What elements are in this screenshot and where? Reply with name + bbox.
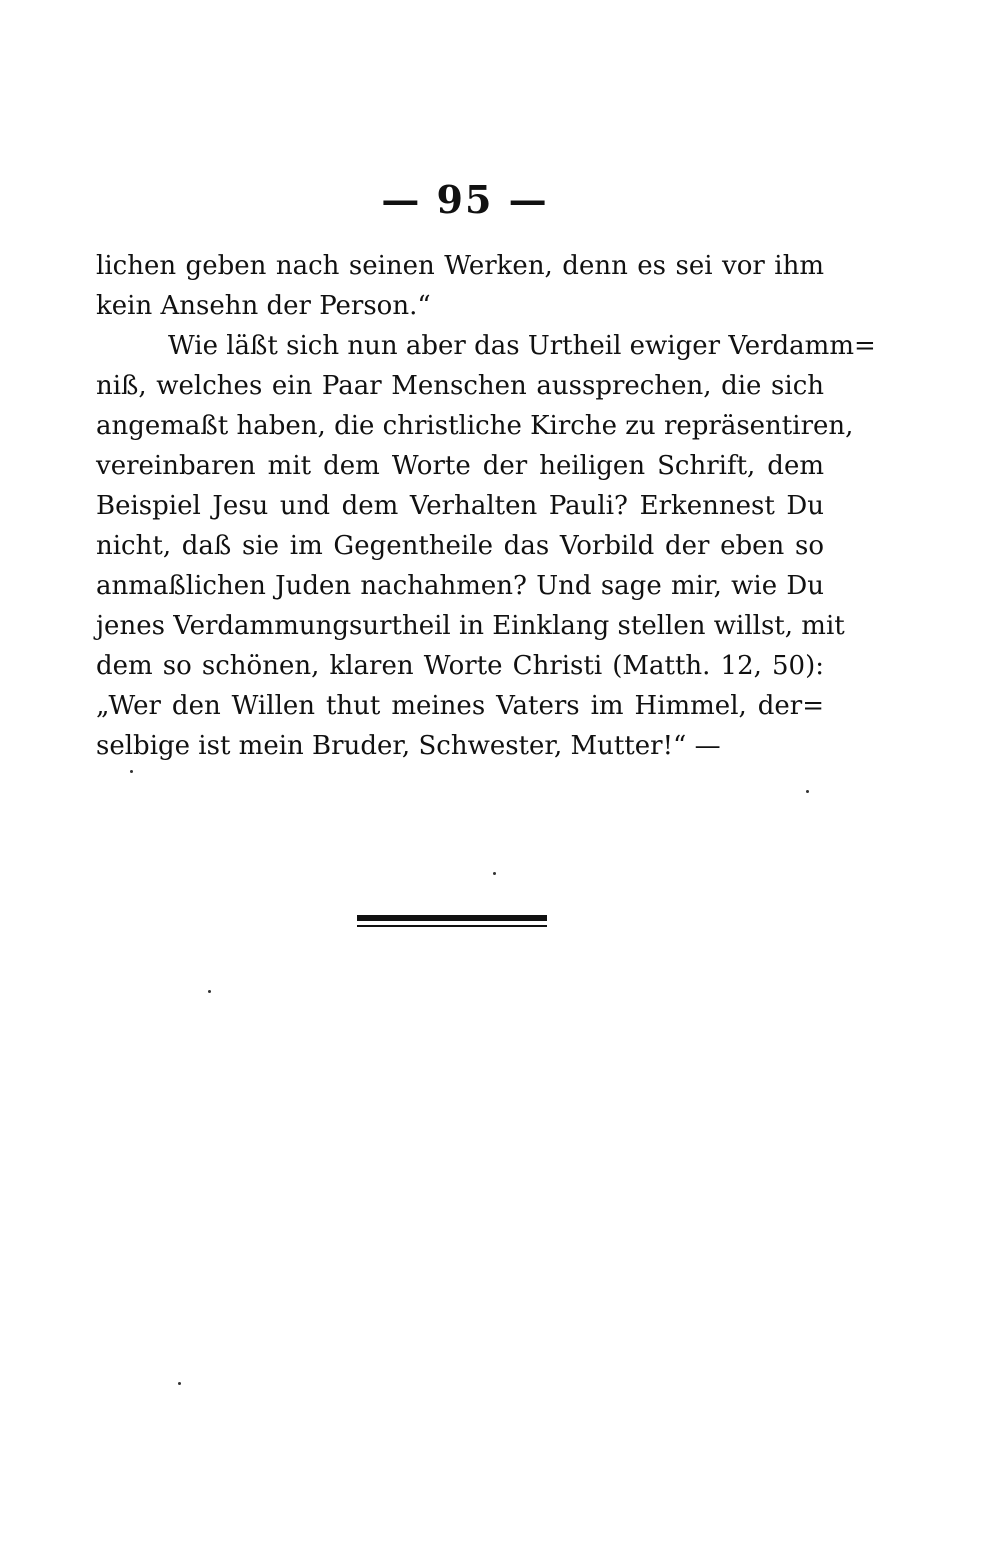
text-line: nicht, daß sie im Gegentheile das Vorbild der eben so xyxy=(96,531,824,561)
text-line: Wie läßt sich nun aber das Urtheil ewiger Verdamm= xyxy=(168,331,876,361)
text-line: anmaßlichen Juden nachahmen? Und sage mir, wie Du xyxy=(96,571,824,601)
body-text xyxy=(96,246,876,766)
text-line: „Wer den Willen thut meines Vaters im Himmel, der= xyxy=(96,691,824,721)
text-line: niß, welches ein Paar Menschen aussprechen, die sich xyxy=(96,371,824,401)
paper-speck xyxy=(493,872,496,875)
paper-speck xyxy=(806,790,809,793)
paper-speck xyxy=(178,1382,181,1385)
text-line: selbige ist mein Bruder, Schwester, Mutter!“ — xyxy=(96,731,721,761)
text-line: jenes Verdammungsurtheil in Einklang stellen willst, mit xyxy=(96,611,845,641)
text-line: kein Ansehn der Person.“ xyxy=(96,291,431,321)
text-line: dem so schönen, klaren Worte Christi (Matth. 12, 50): xyxy=(96,651,824,681)
text-line: Beispiel Jesu und dem Verhalten Pauli? Erkennest Du xyxy=(96,491,824,521)
section-end-rule-thin xyxy=(357,925,547,927)
paper-speck xyxy=(208,990,211,993)
text-line: vereinbaren mit dem Worte der heiligen Schrift, dem xyxy=(96,451,824,481)
page-number: — 95 — xyxy=(381,177,549,222)
paper-speck xyxy=(130,770,133,773)
section-end-rule xyxy=(357,915,547,921)
text-line: angemaßt haben, die christliche Kirche zu repräsentiren, xyxy=(96,411,854,441)
text-line: lichen geben nach seinen Werken, denn es sei vor ihm xyxy=(96,251,824,281)
